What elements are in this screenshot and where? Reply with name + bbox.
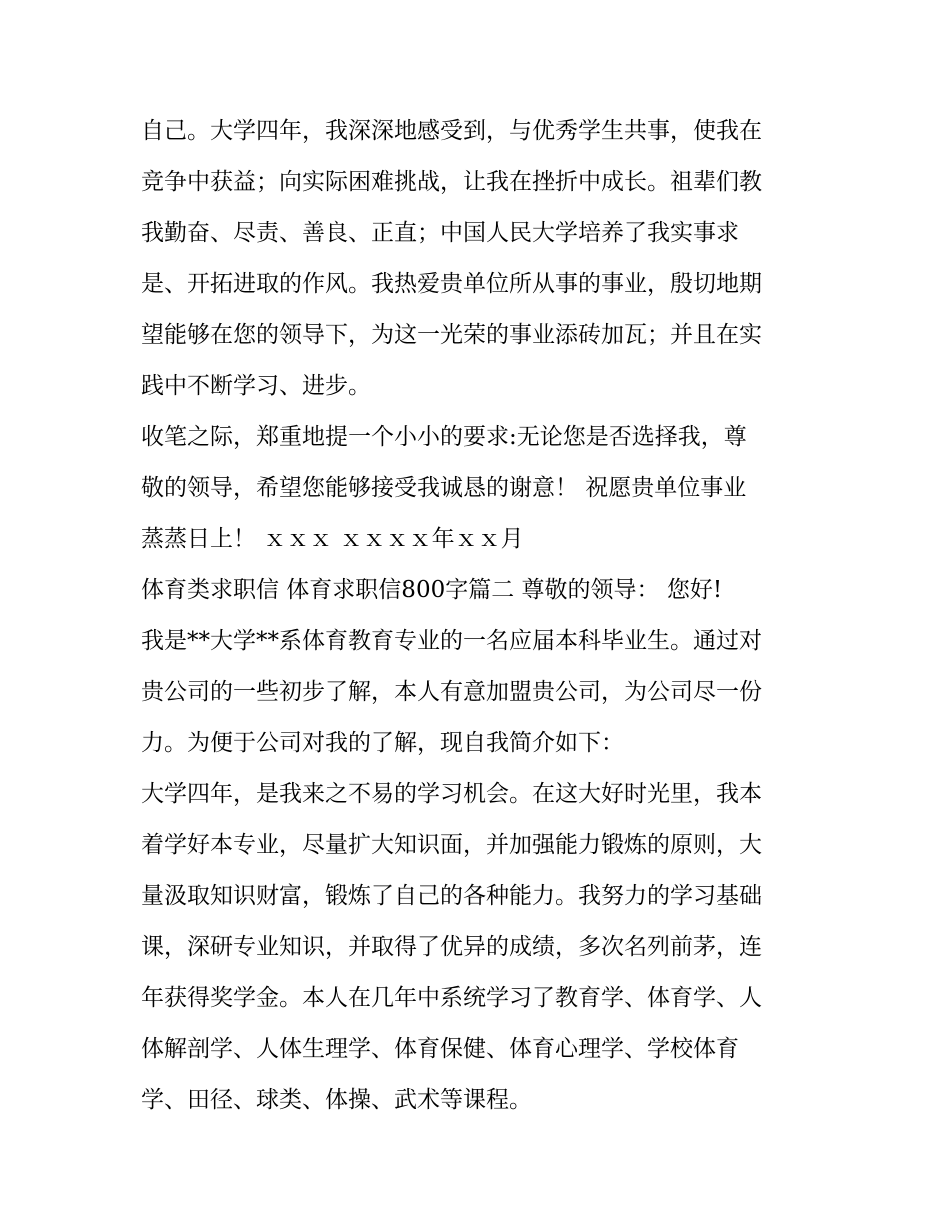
- text-line-10: 体育类求职信 体育求职信800字篇二 尊敬的领导： 您好!: [141, 577, 723, 603]
- text-line-5: 望能够在您的领导下，为这一光荣的事业添砖加瓦；并且在实: [141, 322, 762, 348]
- text-line-12: 贵公司的一些初步了解，本人有意加盟贵公司，为公司尽一份: [141, 679, 762, 705]
- text-line-15: 着学好本专业，尽量扩大知识面，并加强能力锻炼的原则，大: [141, 832, 762, 858]
- text-line-1: 自己。大学四年，我深深地感受到，与优秀学生共事，使我在: [141, 118, 762, 144]
- text-line-3: 我勤奋、尽责、善良、正直；中国人民大学培养了我实事求: [141, 220, 739, 246]
- text-line-2: 竞争中获益；向实际困难挑战，让我在挫折中成长。祖辈们教: [141, 169, 762, 195]
- text-line-19: 体解剖学、人体生理学、体育保健、体育心理学、学校体育: [141, 1036, 739, 1062]
- text-line-20: 学、田径、球类、体操、武术等课程。: [141, 1087, 532, 1113]
- text-line-18: 年获得奖学金。本人在几年中系统学习了教育学、体育学、人: [141, 985, 762, 1011]
- text-line-9: 蒸蒸日上！ ｘｘｘ ｘｘｘｘ年ｘｘ月: [141, 526, 524, 552]
- text-line-16: 量汲取知识财富，锻炼了自己的各种能力。我努力的学习基础: [141, 883, 762, 909]
- text-line-14: 大学四年，是我来之不易的学习机会。在这大好时光里，我本: [141, 781, 762, 807]
- text-line-6: 践中不断学习、进步。: [141, 373, 371, 399]
- text-line-8: 敬的领导，希望您能够接受我诚恳的谢意！ 祝愿贵单位事业: [141, 475, 747, 501]
- text-line-11: 我是**大学**系体育教育专业的一名应届本科毕业生。通过对: [141, 628, 762, 654]
- text-line-7: 收笔之际，郑重地提一个小小的要求:无论您是否选择我，尊: [141, 424, 747, 450]
- text-line-13: 力。为便于公司对我的了解，现自我简介如下：: [141, 730, 624, 756]
- document-body-text: [141, 106, 821, 1126]
- text-line-4: 是、开拓进取的作风。我热爱贵单位所从事的事业，殷切地期: [141, 271, 762, 297]
- text-line-17: 课，深研专业知识，并取得了优异的成绩，多次名列前茅，连: [141, 934, 762, 960]
